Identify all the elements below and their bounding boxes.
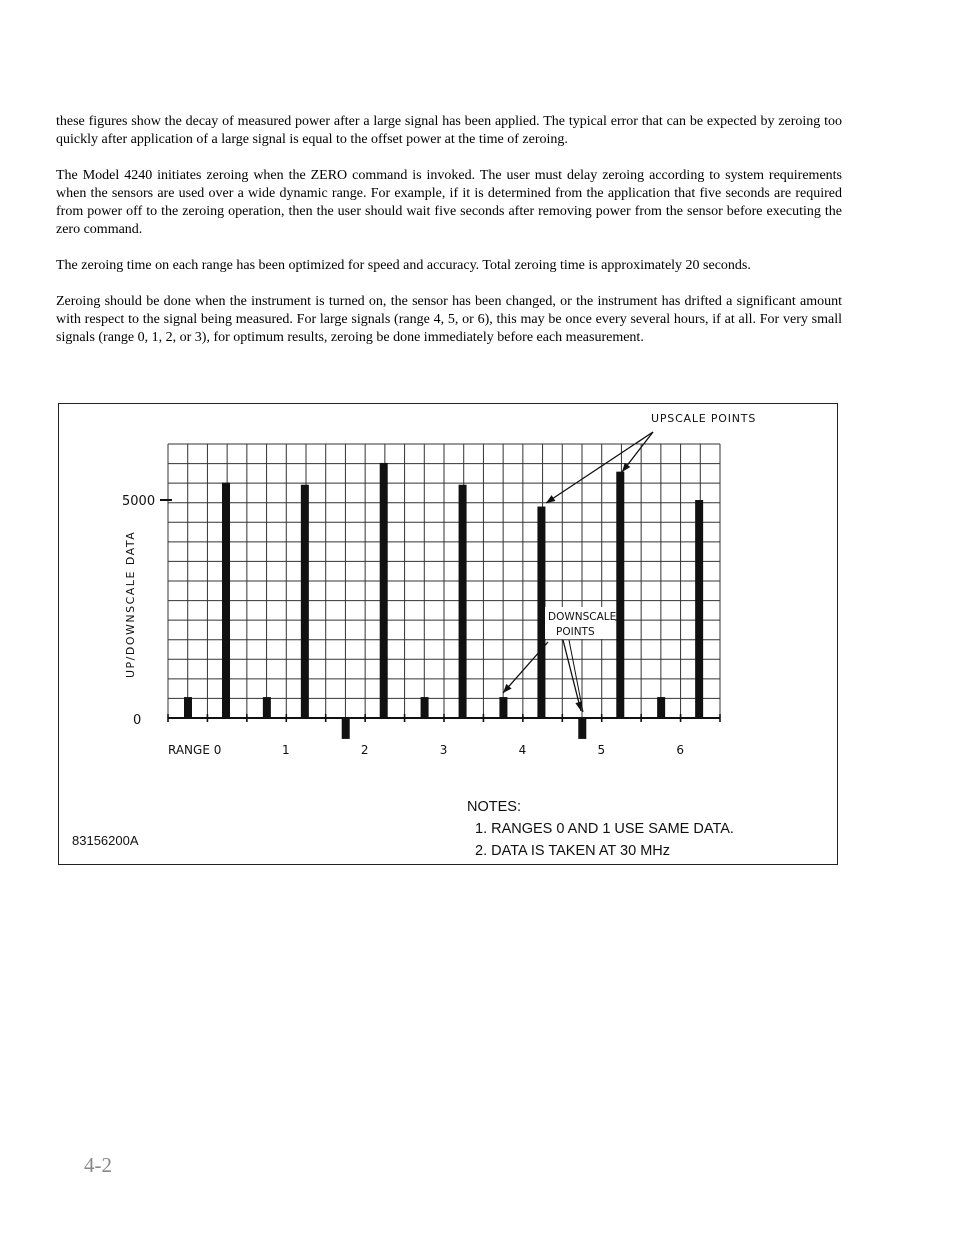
downscale-arrow-range-5 bbox=[563, 640, 581, 711]
downscale-bar-range-0 bbox=[184, 697, 192, 718]
upscale-bar-range-1 bbox=[301, 485, 309, 718]
upscale-arrow-range-5-head bbox=[622, 463, 630, 472]
paragraph-zero-command: The Model 4240 initiates zeroing when the ZERO command is invoked. The user must delay zeroing according to system requirements when the sensors are used over a wide dynamic range. For example, if it is determined from the application that five seconds are required from power off to the zeroing operation, then the user should wait five seconds after removing power from the sensor before executing the zero command. bbox=[56, 168, 842, 237]
upscale-arrow-range-4-head bbox=[546, 495, 555, 503]
figure-id: 83156200A bbox=[72, 833, 139, 848]
x-tick-label: RANGE 0 bbox=[168, 743, 222, 757]
downscale-bar-range-1 bbox=[263, 697, 271, 718]
x-tick-label: 2 bbox=[360, 743, 369, 757]
x-tick-label: 4 bbox=[518, 743, 527, 757]
downscale-bar-range-6 bbox=[657, 697, 665, 718]
notes-title: NOTES: bbox=[467, 799, 521, 815]
downscale-label: DOWNSCALE bbox=[548, 611, 617, 623]
downscale-arrow-range-5-outline bbox=[569, 640, 583, 712]
x-tick-label: 5 bbox=[597, 743, 606, 757]
note-1: 1. RANGES 0 AND 1 USE SAME DATA. bbox=[475, 821, 734, 837]
y-axis-label: UP/DOWNSCALE DATA bbox=[124, 530, 137, 678]
paragraph-zeroing-time: The zeroing time on each range has been optimized for speed and accuracy. Total zeroing time is approximately 20 seconds. bbox=[56, 258, 751, 273]
upscale-bar-range-4 bbox=[537, 507, 545, 718]
upscale-bar-range-0 bbox=[222, 483, 230, 718]
note-2: 2. DATA IS TAKEN AT 30 MHz bbox=[475, 843, 671, 859]
x-tick-label: 6 bbox=[676, 743, 684, 757]
y-tick-label-0: 0 bbox=[133, 713, 142, 728]
figure-notes bbox=[467, 796, 734, 862]
x-tick-label: 3 bbox=[439, 743, 448, 757]
chart-grid bbox=[160, 444, 720, 722]
y-tick-label-5000: 5000 bbox=[122, 494, 156, 509]
paragraph-decay: these figures show the decay of measured power after a large signal has been applied. The typical error that can be expected by zeroing too quickly after application of a large signal is equal to the offset power at the time of zeroing. bbox=[56, 114, 842, 147]
upscale-bar-range-3 bbox=[459, 485, 467, 718]
downscale-bar-range-5 bbox=[578, 718, 586, 739]
upscale-bar-range-5 bbox=[616, 472, 624, 718]
paragraph-when-to-zero: Zeroing should be done when the instrument is turned on, the sensor has been changed, or the instrument has drifted a significant amount with respect to the signal being measured. For large signals (range 4, 5, or 6), this may be once every several hours, if at all. For very small signals (range 0, 1, 2, or 3), for optimum results, zeroing be done immediately before each measurement. bbox=[56, 294, 842, 345]
upscale-points-label: UPSCALE POINTS bbox=[651, 412, 757, 425]
downscale-bar-range-3 bbox=[421, 697, 429, 718]
downscale-bar-range-4 bbox=[499, 697, 507, 718]
page-number: 4-2 bbox=[84, 1153, 112, 1177]
x-tick-label: 1 bbox=[282, 743, 290, 757]
points-label: POINTS bbox=[556, 626, 595, 638]
downscale-bar-range-2 bbox=[342, 718, 350, 739]
upscale-bar-range-2 bbox=[380, 463, 388, 718]
upscale-bar-range-6 bbox=[695, 500, 703, 718]
